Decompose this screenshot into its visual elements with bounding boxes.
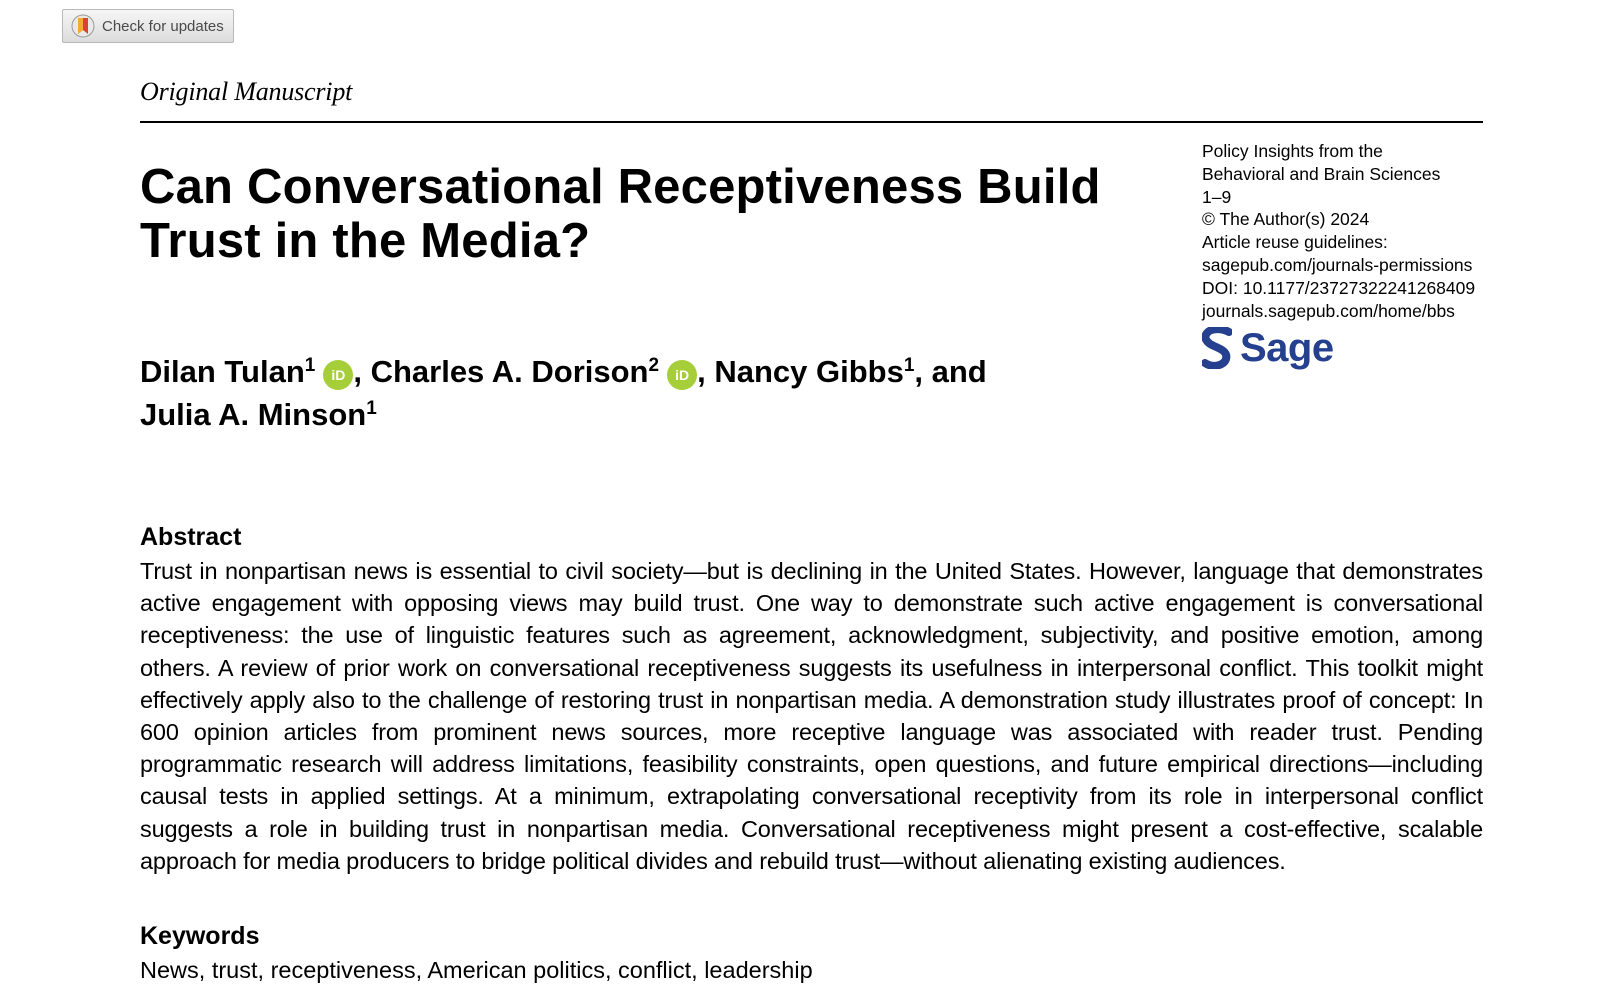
author-name: Dilan Tulan (140, 354, 305, 389)
orcid-icon[interactable]: iD (667, 360, 697, 390)
author-separator: , (353, 354, 371, 389)
author-separator: , (697, 354, 715, 389)
sage-s-mark-icon (1202, 327, 1232, 369)
check-for-updates-button[interactable] (62, 9, 234, 43)
journal-name-line-1: Policy Insights from the (1202, 141, 1383, 161)
reuse-guidelines-label: Article reuse guidelines: (1202, 232, 1388, 253)
journal-info (1202, 140, 1502, 322)
header-divider (140, 121, 1483, 123)
bookmark-ribbon-icon (71, 14, 95, 38)
author-affiliation: 1 (366, 398, 377, 419)
journal-homepage-link[interactable]: journals.sagepub.com/home/bbs (1202, 300, 1455, 321)
author-name: Julia A. Minson (140, 397, 367, 432)
author-name: Charles A. Dorison (370, 354, 649, 389)
permissions-link[interactable]: sagepub.com/journals-permissions (1202, 254, 1473, 275)
publisher-name: Sage (1240, 325, 1334, 370)
keywords-text: News, trust, receptiveness, American politics, conflict, leadership (140, 957, 813, 983)
author-affiliation: 2 (648, 355, 660, 376)
author-affiliation: 1 (903, 355, 915, 376)
article-title: Can Conversational Receptiveness Build Trust in the Media? (140, 160, 1101, 268)
article-type: Original Manuscript (140, 77, 353, 106)
copyright: © The Author(s) 2024 (1202, 209, 1370, 230)
sage-logo (1202, 325, 1334, 371)
author-affiliation: 1 (304, 355, 316, 376)
check-for-updates-label: Check for updates (102, 17, 224, 35)
abstract-heading: Abstract (140, 523, 242, 551)
journal-name-line-2: Behavioral and Brain Sciences (1202, 163, 1441, 184)
doi[interactable]: DOI: 10.1177/23727322241268409 (1202, 277, 1476, 298)
author-list (140, 353, 1060, 439)
author-name: Nancy Gibbs (714, 354, 904, 389)
abstract-text: Trust in nonpartisan news is essential to civil society—but is declining in the United States. However, language that demonstrates active engagement with opposing views may build trust. One way to demonstrate such active engagement is conversational receptiveness: the use of linguistic features such as agreement, acknowledgment, subjectivity, and positive emotion, among others. A review of prior work on conversational receptiveness suggests its usefulness in interpersonal conflict. This toolkit might effectively apply also to the challenge of restoring trust in nonpartisan media. A demonstration study illustrates proof of concept: In 600 opinion articles from prominent news sources, more receptive language was associated with reader trust. Pending programmatic research will address limitations, feasibility constraints, open questions, and future empirical directions—including causal tests in applied settings. At a minimum, extrapolating conversational receptivity from its role in interpersonal conflict suggests a role in building trust in nonpartisan media. Conversational receptiveness might present a cost-effective, scalable approach for media producers to bridge political divides and rebuild trust—without alienating existing audiences. (140, 558, 1483, 874)
orcid-icon[interactable]: iD (323, 360, 353, 390)
keywords-heading: Keywords (140, 922, 260, 950)
author-separator: , and (914, 354, 987, 389)
page-range: 1–9 (1202, 186, 1232, 207)
